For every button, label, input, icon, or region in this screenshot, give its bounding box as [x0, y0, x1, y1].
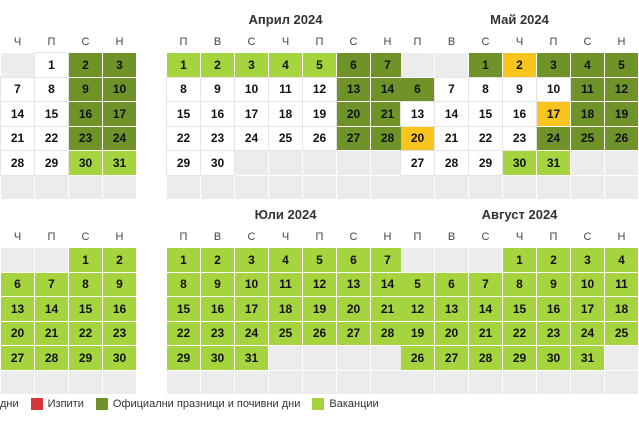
day-cell[interactable]: 9 — [103, 273, 136, 297]
day-cell[interactable]: 16 — [201, 102, 234, 126]
weekday-label: Ч — [281, 231, 290, 243]
empty-day-cell — [269, 371, 302, 395]
day-cell[interactable]: 22 — [69, 322, 102, 346]
day-grid — [401, 248, 638, 394]
day-cell[interactable]: 29 — [69, 346, 102, 370]
empty-day-cell — [167, 371, 200, 395]
empty-day-cell — [371, 371, 404, 395]
day-cell[interactable]: 13 — [401, 102, 434, 126]
day-cell[interactable]: 31 — [537, 151, 570, 175]
day-cell[interactable]: 28 — [35, 346, 68, 370]
weekday-header — [401, 231, 639, 243]
day-cell[interactable]: 8 — [167, 273, 200, 297]
weekday-label: П — [47, 231, 56, 243]
legend-label-holidays: Официални празници и почивни дни — [112, 398, 301, 410]
day-cell[interactable]: 20 — [401, 127, 434, 151]
empty-day-cell — [605, 151, 638, 175]
day-cell[interactable]: 25 — [269, 127, 302, 151]
day-cell[interactable]: 19 — [303, 297, 336, 321]
day-cell[interactable]: 5 — [303, 248, 336, 272]
empty-day-cell — [269, 346, 302, 370]
day-cell[interactable]: 6 — [337, 53, 370, 77]
legend-item-holidays — [96, 398, 301, 410]
day-cell[interactable]: 15 — [469, 102, 502, 126]
day-cell[interactable]: 29 — [35, 151, 68, 175]
empty-day-cell — [337, 176, 370, 200]
empty-day-cell — [35, 176, 68, 200]
day-cell[interactable]: 31 — [103, 151, 136, 175]
day-cell[interactable]: 23 — [503, 127, 536, 151]
day-cell[interactable]: 12 — [303, 273, 336, 297]
day-cell[interactable]: 11 — [269, 273, 302, 297]
weekday-label: Н — [617, 36, 626, 48]
day-cell[interactable]: 9 — [537, 273, 570, 297]
day-cell[interactable]: 15 — [503, 297, 536, 321]
day-cell[interactable]: 20 — [435, 322, 468, 346]
day-cell[interactable]: 30 — [69, 151, 102, 175]
day-cell[interactable]: 15 — [69, 297, 102, 321]
empty-day-cell — [401, 176, 434, 200]
day-grid — [0, 53, 136, 199]
day-cell[interactable]: 28 — [1, 151, 34, 175]
day-cell[interactable]: 11 — [269, 78, 302, 102]
day-cell[interactable]: 14 — [1, 102, 34, 126]
empty-day-cell — [401, 371, 434, 395]
day-cell[interactable]: 1 — [69, 248, 102, 272]
weekday-label: С — [481, 231, 490, 243]
empty-day-cell — [303, 176, 336, 200]
legend-label-exams: Изпити — [47, 398, 84, 410]
day-cell[interactable]: 22 — [35, 127, 68, 151]
day-cell[interactable]: 9 — [503, 78, 536, 102]
day-cell[interactable]: 17 — [235, 297, 268, 321]
day-cell[interactable]: 21 — [469, 322, 502, 346]
weekday-label: С — [583, 231, 592, 243]
day-cell[interactable]: 9 — [201, 273, 234, 297]
month-title: Април 2024 — [248, 12, 323, 27]
day-grid — [0, 248, 136, 394]
empty-day-cell — [303, 151, 336, 175]
weekday-label: П — [549, 231, 558, 243]
day-cell[interactable]: 27 — [337, 322, 370, 346]
empty-day-cell — [337, 371, 370, 395]
empty-day-cell — [35, 371, 68, 395]
day-cell[interactable]: 30 — [201, 151, 234, 175]
day-cell[interactable]: 22 — [167, 322, 200, 346]
day-cell[interactable]: 10 — [537, 78, 570, 102]
day-cell[interactable]: 16 — [201, 297, 234, 321]
legend-label-special-days: дни — [0, 398, 19, 410]
day-cell[interactable]: 22 — [167, 127, 200, 151]
empty-day-cell — [303, 371, 336, 395]
weekday-label: С — [481, 36, 490, 48]
day-cell[interactable]: 7 — [371, 53, 404, 77]
legend-swatch-vacations — [312, 398, 324, 410]
legend-swatch-exams — [31, 398, 43, 410]
day-cell[interactable]: 23 — [201, 127, 234, 151]
day-cell[interactable]: 8 — [469, 78, 502, 102]
day-cell[interactable]: 30 — [103, 346, 136, 370]
day-cell[interactable]: 4 — [269, 248, 302, 272]
day-cell[interactable]: 25 — [571, 127, 604, 151]
weekday-label: П — [413, 231, 422, 243]
day-cell[interactable]: 8 — [503, 273, 536, 297]
day-cell[interactable]: 2 — [103, 248, 136, 272]
day-cell[interactable]: 15 — [167, 102, 200, 126]
empty-day-cell — [269, 151, 302, 175]
day-cell[interactable]: 22 — [469, 127, 502, 151]
day-cell[interactable]: 12 — [303, 78, 336, 102]
day-cell[interactable]: 23 — [201, 322, 234, 346]
day-cell[interactable]: 10 — [235, 78, 268, 102]
weekday-header — [0, 36, 137, 48]
day-cell[interactable]: 14 — [371, 273, 404, 297]
day-cell[interactable]: 25 — [605, 322, 638, 346]
weekday-label: С — [81, 231, 90, 243]
empty-day-cell — [167, 176, 200, 200]
day-cell[interactable]: 29 — [167, 346, 200, 370]
empty-day-cell — [537, 371, 570, 395]
day-cell[interactable]: 30 — [201, 346, 234, 370]
empty-day-cell — [1, 176, 34, 200]
day-cell[interactable]: 23 — [537, 322, 570, 346]
day-cell[interactable]: 25 — [269, 322, 302, 346]
day-cell[interactable]: 17 — [537, 102, 570, 126]
empty-day-cell — [571, 151, 604, 175]
empty-day-cell — [269, 176, 302, 200]
day-cell[interactable]: 4 — [605, 248, 638, 272]
weekday-label: С — [349, 231, 358, 243]
day-cell[interactable]: 13 — [337, 78, 370, 102]
day-cell[interactable]: 14 — [371, 78, 404, 102]
day-cell[interactable]: 7 — [371, 248, 404, 272]
empty-day-cell — [235, 176, 268, 200]
day-cell[interactable]: 13 — [435, 297, 468, 321]
weekday-label: В — [213, 36, 222, 48]
weekday-label: Н — [115, 36, 124, 48]
day-cell[interactable]: 2 — [69, 53, 102, 77]
day-cell[interactable]: 19 — [401, 322, 434, 346]
legend-swatch-holidays — [96, 398, 108, 410]
weekday-label: Ч — [515, 36, 524, 48]
day-cell[interactable]: 29 — [503, 346, 536, 370]
day-cell[interactable]: 1 — [503, 248, 536, 272]
empty-day-cell — [469, 371, 502, 395]
day-cell[interactable]: 9 — [69, 78, 102, 102]
empty-day-cell — [571, 176, 604, 200]
legend — [0, 398, 391, 410]
empty-day-cell — [435, 248, 468, 272]
day-cell[interactable]: 24 — [537, 127, 570, 151]
empty-day-cell — [435, 176, 468, 200]
day-cell[interactable]: 18 — [605, 297, 638, 321]
weekday-label: Ч — [281, 36, 290, 48]
day-cell[interactable]: 23 — [69, 127, 102, 151]
empty-day-cell — [469, 248, 502, 272]
empty-day-cell — [401, 248, 434, 272]
day-cell[interactable]: 30 — [537, 346, 570, 370]
day-cell[interactable]: 27 — [435, 346, 468, 370]
weekday-label: П — [179, 36, 188, 48]
weekday-label: Ч — [13, 36, 22, 48]
day-cell[interactable]: 14 — [469, 297, 502, 321]
empty-day-cell — [103, 176, 136, 200]
weekday-label: П — [179, 231, 188, 243]
day-cell[interactable]: 21 — [371, 102, 404, 126]
empty-day-cell — [371, 151, 404, 175]
day-cell[interactable]: 1 — [35, 53, 68, 77]
empty-day-cell — [435, 371, 468, 395]
weekday-label: С — [583, 36, 592, 48]
weekday-header — [167, 231, 405, 243]
day-cell[interactable]: 26 — [303, 127, 336, 151]
empty-day-cell — [503, 176, 536, 200]
empty-day-cell — [103, 371, 136, 395]
weekday-label: Н — [383, 36, 392, 48]
day-cell[interactable]: 5 — [605, 53, 638, 77]
day-cell[interactable]: 14 — [435, 102, 468, 126]
day-cell[interactable]: 2 — [201, 248, 234, 272]
legend-item-special-days — [0, 398, 19, 410]
day-cell[interactable]: 24 — [571, 322, 604, 346]
day-cell[interactable]: 16 — [69, 102, 102, 126]
day-cell[interactable]: 1 — [167, 53, 200, 77]
day-cell[interactable]: 7 — [35, 273, 68, 297]
empty-day-cell — [35, 248, 68, 272]
weekday-label: С — [247, 36, 256, 48]
day-cell[interactable]: 21 — [1, 127, 34, 151]
day-cell[interactable]: 11 — [571, 78, 604, 102]
weekday-header — [401, 36, 639, 48]
day-cell[interactable]: 19 — [605, 102, 638, 126]
weekday-label: В — [447, 231, 456, 243]
empty-day-cell — [371, 346, 404, 370]
day-cell[interactable]: 20 — [337, 297, 370, 321]
day-cell[interactable]: 4 — [571, 53, 604, 77]
day-cell[interactable]: 28 — [371, 322, 404, 346]
day-cell[interactable]: 21 — [35, 322, 68, 346]
legend-label-vacations: Ваканции — [329, 398, 379, 410]
weekday-label: С — [81, 36, 90, 48]
weekday-label: Н — [383, 231, 392, 243]
legend-item-vacations — [312, 398, 378, 410]
month-title: Юли 2024 — [254, 207, 317, 222]
day-cell[interactable]: 14 — [35, 297, 68, 321]
weekday-label: Ч — [13, 231, 22, 243]
weekday-label: П — [47, 36, 56, 48]
weekday-label: В — [447, 36, 456, 48]
day-cell[interactable]: 3 — [103, 53, 136, 77]
weekday-label: Ч — [515, 231, 524, 243]
empty-day-cell — [303, 346, 336, 370]
weekday-label: Н — [115, 231, 124, 243]
day-cell[interactable]: 15 — [35, 102, 68, 126]
empty-day-cell — [605, 371, 638, 395]
empty-day-cell — [337, 346, 370, 370]
day-cell[interactable]: 2 — [503, 53, 536, 77]
empty-day-cell — [1, 248, 34, 272]
empty-day-cell — [537, 176, 570, 200]
empty-day-cell — [201, 176, 234, 200]
day-cell[interactable]: 27 — [1, 346, 34, 370]
empty-day-cell — [503, 371, 536, 395]
day-cell[interactable]: 26 — [605, 127, 638, 151]
day-cell[interactable]: 26 — [401, 346, 434, 370]
day-cell[interactable]: 19 — [303, 102, 336, 126]
day-cell[interactable]: 27 — [401, 151, 434, 175]
day-cell[interactable]: 20 — [1, 322, 34, 346]
empty-day-cell — [469, 176, 502, 200]
day-cell[interactable]: 27 — [337, 127, 370, 151]
empty-day-cell — [337, 151, 370, 175]
day-cell[interactable]: 6 — [1, 273, 34, 297]
empty-day-cell — [605, 176, 638, 200]
weekday-header — [0, 231, 137, 243]
weekday-label: П — [549, 36, 558, 48]
empty-day-cell — [69, 176, 102, 200]
empty-day-cell — [201, 371, 234, 395]
weekday-label: П — [413, 36, 422, 48]
empty-day-cell — [1, 371, 34, 395]
day-cell[interactable]: 3 — [235, 248, 268, 272]
day-cell[interactable]: 9 — [201, 78, 234, 102]
empty-day-cell — [69, 371, 102, 395]
day-cell[interactable]: 28 — [371, 127, 404, 151]
day-cell[interactable]: 24 — [103, 127, 136, 151]
day-cell[interactable]: 6 — [401, 78, 434, 102]
day-cell[interactable]: 28 — [469, 346, 502, 370]
day-cell[interactable]: 18 — [571, 102, 604, 126]
day-cell[interactable]: 23 — [103, 322, 136, 346]
day-cell[interactable]: 16 — [537, 297, 570, 321]
empty-day-cell — [401, 53, 434, 77]
month-title: Август 2024 — [481, 207, 558, 222]
day-cell[interactable]: 17 — [571, 297, 604, 321]
day-cell[interactable]: 21 — [371, 297, 404, 321]
empty-day-cell — [235, 151, 268, 175]
day-cell[interactable]: 29 — [469, 151, 502, 175]
day-cell[interactable]: 28 — [435, 151, 468, 175]
day-cell[interactable]: 29 — [167, 151, 200, 175]
weekday-header — [167, 36, 405, 48]
day-cell[interactable]: 7 — [469, 273, 502, 297]
day-cell[interactable]: 2 — [201, 53, 234, 77]
day-cell[interactable]: 6 — [337, 248, 370, 272]
day-cell[interactable]: 5 — [401, 273, 434, 297]
day-cell[interactable]: 1 — [167, 248, 200, 272]
empty-day-cell — [435, 53, 468, 77]
day-cell[interactable]: 13 — [1, 297, 34, 321]
day-cell[interactable]: 18 — [269, 102, 302, 126]
day-cell[interactable]: 12 — [605, 78, 638, 102]
weekday-label: П — [315, 36, 324, 48]
day-cell[interactable]: 1 — [469, 53, 502, 77]
day-cell[interactable]: 4 — [269, 53, 302, 77]
day-cell[interactable]: 10 — [103, 78, 136, 102]
day-cell[interactable]: 31 — [571, 346, 604, 370]
day-cell[interactable]: 5 — [303, 53, 336, 77]
day-cell[interactable]: 16 — [503, 102, 536, 126]
legend-item-exams — [31, 398, 84, 410]
day-grid — [167, 53, 404, 199]
day-cell[interactable]: 24 — [235, 322, 268, 346]
day-cell[interactable]: 12 — [401, 297, 434, 321]
day-cell[interactable]: 7 — [1, 78, 34, 102]
day-cell[interactable]: 22 — [503, 322, 536, 346]
day-cell[interactable]: 11 — [605, 273, 638, 297]
day-cell[interactable]: 30 — [503, 151, 536, 175]
weekday-label: Н — [617, 231, 626, 243]
day-cell[interactable]: 31 — [235, 346, 268, 370]
day-cell[interactable]: 17 — [103, 102, 136, 126]
empty-day-cell — [235, 371, 268, 395]
day-cell[interactable]: 3 — [235, 53, 268, 77]
day-cell[interactable]: 2 — [537, 248, 570, 272]
day-cell[interactable]: 8 — [167, 78, 200, 102]
day-grid — [401, 53, 638, 199]
weekday-label: С — [247, 231, 256, 243]
weekday-label: В — [213, 231, 222, 243]
day-cell[interactable]: 20 — [337, 102, 370, 126]
day-cell[interactable]: 21 — [435, 127, 468, 151]
month-title: Май 2024 — [490, 12, 549, 27]
weekday-label: П — [315, 231, 324, 243]
day-cell[interactable]: 24 — [235, 127, 268, 151]
day-cell[interactable]: 8 — [69, 273, 102, 297]
empty-day-cell — [605, 346, 638, 370]
weekday-label: С — [349, 36, 358, 48]
day-cell[interactable]: 3 — [537, 53, 570, 77]
day-cell[interactable]: 13 — [337, 273, 370, 297]
day-cell[interactable]: 26 — [303, 322, 336, 346]
day-cell[interactable]: 15 — [167, 297, 200, 321]
day-cell[interactable]: 3 — [571, 248, 604, 272]
day-cell[interactable]: 7 — [435, 78, 468, 102]
day-cell[interactable]: 17 — [235, 102, 268, 126]
day-cell[interactable]: 16 — [103, 297, 136, 321]
day-cell[interactable]: 10 — [571, 273, 604, 297]
empty-day-cell — [1, 53, 34, 77]
day-grid — [167, 248, 404, 394]
day-cell[interactable]: 18 — [269, 297, 302, 321]
empty-day-cell — [371, 176, 404, 200]
empty-day-cell — [571, 371, 604, 395]
day-cell[interactable]: 10 — [235, 273, 268, 297]
day-cell[interactable]: 8 — [35, 78, 68, 102]
day-cell[interactable]: 6 — [435, 273, 468, 297]
